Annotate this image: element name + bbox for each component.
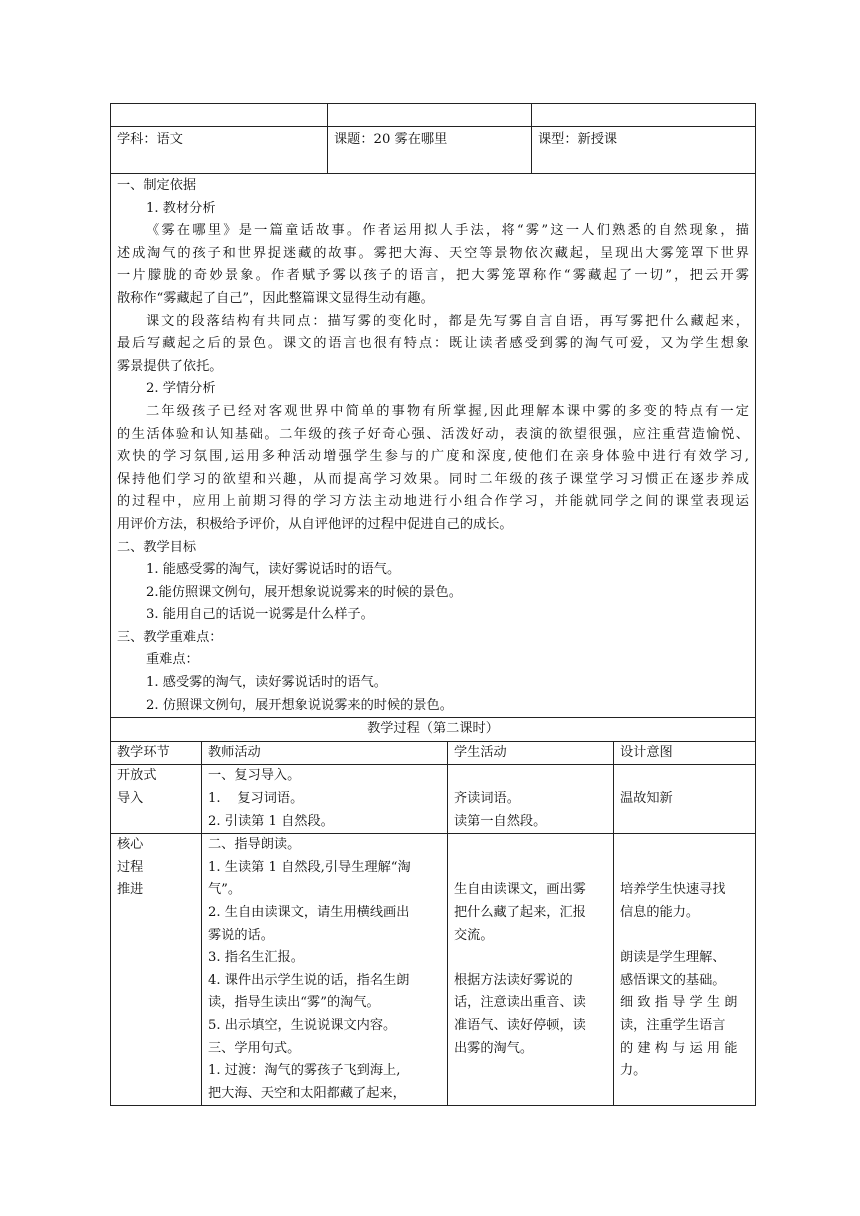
paragraph-line: 二年级孩子已经对客观世界中简单的事物有所掌握,因此理解本课中雾的多变的特点有一定 [146,403,749,419]
intent-line: 温故知新 [620,791,673,807]
intent-line [620,834,749,857]
teacher-line: 5. 出示填空，生说说课文内容。 [208,1017,397,1033]
teacher-line: 三、学用句式。 [208,1040,301,1056]
teacher-line: 二、指导朗读。 [208,837,301,853]
intent-cell [614,765,756,834]
student-line: 交流。 [454,927,494,943]
student-line [454,765,607,788]
lesson-plan-sheet [110,103,755,1106]
paragraph-line: 一片朦胧的奇妙景象。作者赋予雾以孩子的语言，把大雾笼罩称作“雾藏起了一切”，把云开雾 [117,268,749,284]
lesson-type-cell: 课型：新授课 [532,127,756,174]
teacher-line: 3. 指名生汇报。 [208,950,304,966]
stage-cell [111,834,202,1106]
student-line [454,834,607,857]
teacher-line: 2. 生自由读课文，请生用横线画出 [208,905,410,920]
paragraph-line: 课文的段落结构有共同点：描写雾的变化时，都是先写雾自言自语，再写雾把什么藏起来， [146,313,749,329]
header-table [110,103,756,718]
teacher-line: 1. 生读第 1 自然段,引导生理解“淘 [208,859,411,875]
teacher-line: 气”。 [208,882,242,898]
intent-line [620,857,749,880]
stage-line: 核心 [117,837,144,853]
intent-line: 的 建 构 与 运 用 能 [620,1040,738,1056]
goal-item: 2.能仿照课文例句，展开想象说说雾来的时候的景色。 [146,584,462,600]
student-line: 话，注意读出重音、读 [454,995,586,1011]
header-blank-row [111,104,756,127]
section-heading: 二、教学目标 [117,539,197,555]
process-row-core [111,834,756,1106]
paragraph-line: 的过程中，应用上前期习得的学习方法主动地进行小组合作学习，并能就同学之间的课堂表现运 [117,494,749,510]
stage-line: 推进 [117,882,144,898]
intent-line: 细 致 指 导 学 生 朗 [620,995,738,1011]
student-cell [448,834,614,1106]
process-row-intro [111,765,756,834]
paragraph-line: 散称作“雾藏起了自己”，因此整篇课文显得生动有趣。 [117,290,434,306]
stage-cell [111,765,202,834]
student-line: 把什么藏了起来，汇报 [454,905,586,920]
student-line [454,947,607,970]
teacher-line: 1. 过渡：淘气的雾孩子飞到海上, [208,1063,401,1079]
column-header: 教学环节 [111,741,202,765]
basis-cell [111,174,756,718]
intent-cell [614,834,756,1106]
teacher-line: 雾说的话。 [208,927,274,943]
goal-item: 1. 能感受雾的淘气，读好雾说话时的语气。 [146,562,401,578]
basis-row [111,174,756,718]
lesson-title-cell: 课题：20 雾在哪里 [328,127,532,174]
key-points-label: 重难点： [146,652,199,668]
key-point-item: 2. 仿照课文例句，展开想象说说雾来的时候的景色。 [146,697,453,713]
section-heading: 三、教学重难点： [117,629,223,645]
blank-cell [111,104,328,127]
paragraph-structure [117,311,749,379]
process-title-row [111,718,756,741]
subsection-heading: 2. 学情分析 [146,381,216,397]
paragraph-learner-analysis [117,401,749,537]
column-header: 设计意图 [614,741,756,765]
blank-cell [328,104,532,127]
student-line: 生自由读课文，画出雾 [454,882,586,898]
process-table [110,718,756,1106]
paragraph-textbook-analysis [117,220,749,310]
intent-line [620,925,749,948]
stage-line: 导入 [117,791,144,807]
intent-line [620,765,749,788]
stage-line: 开放式 [117,768,157,784]
teacher-line: 2. 引读第 1 自然段。 [208,813,334,829]
teacher-cell [202,765,448,834]
paragraph-line: 用评价方法，积极给予评价，从自评他评的过程中促进自己的成长。 [117,516,513,532]
teacher-line: 把大海、天空和太阳都藏了起来， [208,1085,406,1101]
intent-line: 培养学生快速寻找 [620,882,726,898]
header-info-row [111,127,756,174]
paragraph-line: 最后写藏起之后的景色。课文的语言也很有特点：既让读者感受到雾的淘气可爱，又为学生想象 [117,336,749,352]
intent-line: 力。 [620,1063,647,1079]
student-cell [448,765,614,834]
student-line: 根据方法读好雾说的 [454,972,573,988]
intent-line: 感悟课文的基础。 [620,972,726,988]
subject-cell: 学科：语文 [111,127,328,174]
teacher-line: 一、复习导入。 [208,768,301,784]
process-header-row [111,741,756,765]
teacher-line: 读，指导生读出“雾”的淘气。 [208,995,380,1011]
intent-line: 朗读是学生理解、 [620,950,726,966]
teacher-line: 1. 复习词语。 [208,791,304,807]
student-line: 齐读词语。 [454,791,520,807]
teacher-line: 4. 课件出示学生说的话，指名生朗 [208,972,410,988]
paragraph-line: 雾景提供了依托。 [117,358,223,374]
process-title: 教学过程（第二课时） [111,718,756,741]
intent-line: 信息的能力。 [620,905,700,920]
paragraph-line: 述成淘气的孩子和世界捉迷藏的故事。雾把大海、天空等景物依次藏起，呈现出大雾笼罩下世界 [117,245,749,261]
paragraph-line: 《雾在哪里》是一篇童话故事。作者运用拟人手法，将“雾”这一人们熟悉的自然现象，描 [146,223,749,239]
intent-line: 读，注重学生语言 [620,1017,726,1033]
section-heading: 一、制定依据 [117,178,197,193]
paragraph-line: 的生活体验和认知基础。二年级的孩子好奇心强、活泼好动，表演的欲望很强，应注重营造愉悦、 [117,426,749,442]
column-header: 教师活动 [202,741,448,765]
student-line: 出雾的淘气。 [454,1040,534,1056]
student-line [454,857,607,880]
paragraph-line: 欢快的学习氛围,运用多种活动增强学生参与的广度和深度,使他们在亲身体验中进行有效学习, [117,449,749,465]
goal-item: 3. 能用自己的话说一说雾是什么样子。 [146,607,374,623]
blank-cell [532,104,756,127]
subsection-heading: 1. 教材分析 [146,200,216,216]
student-line: 准语气、读好停顿，读 [454,1017,586,1033]
teacher-cell [202,834,448,1106]
student-line: 读第一自然段。 [454,813,547,829]
stage-line: 过程 [117,859,144,875]
paragraph-line: 保持他们学习的欲望和兴趣，从而提高学习效果。同时二年级的孩子课堂学习习惯正在逐步养成 [117,471,749,487]
key-point-item: 1. 感受雾的淘气，读好雾说话时的语气。 [146,675,387,691]
column-header: 学生活动 [448,741,614,765]
